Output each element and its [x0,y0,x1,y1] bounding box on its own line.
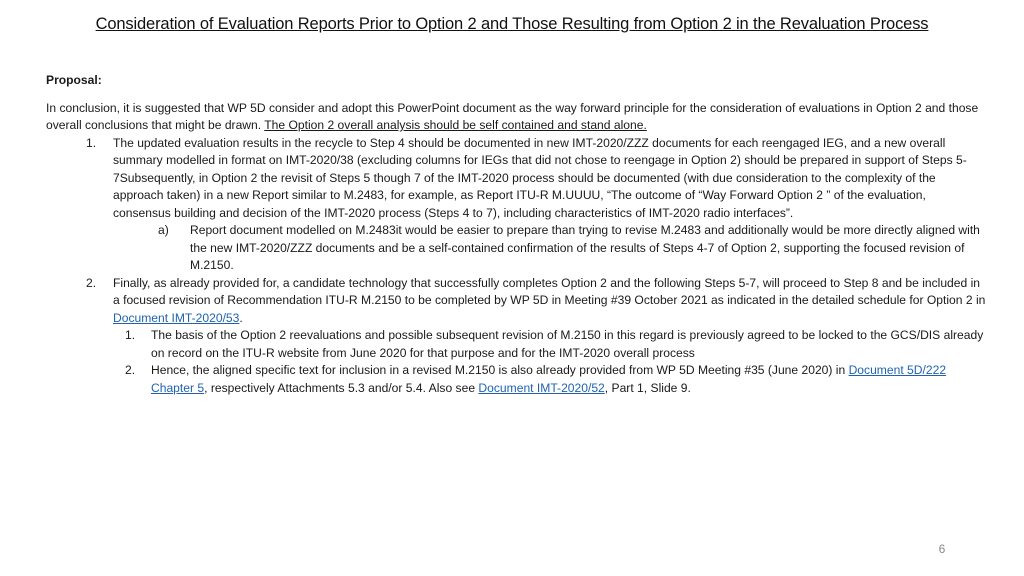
sub-list-marker: 2. [125,363,136,377]
list-item-text-part: Finally, as already provided for, a candidate technology that successfully completes Option 2 and the following Steps 5-7, will proceed to Step 8 and be included in a focused revision of Recommendation ITU-R M.2150 to be completed by WP 5D in Meeting #39 October 2021 as indicated in the detailed schedule for Option 2 in [113,275,986,307]
page-number: 6 [938,542,946,556]
sub-item-a [158,222,986,275]
proposal-label: Proposal: [46,73,102,87]
sub-item-text [151,362,986,397]
document-imt-2020-52-link[interactable]: Document IMT-2020/52 [478,380,605,395]
list-marker: 1. [86,135,97,150]
sub-item-text-end: , Part 1, Slide 9. [604,380,691,395]
list-item-text-end: . [239,310,243,325]
document-imt-2020-53-link[interactable]: Document IMT-2020/53 [113,310,240,325]
sub-item-text: The basis of the Option 2 reevaluations and possible subsequent revision of M.2150 in this regard is previously agreed to be locked to the GCS/DIS already on record on the ITU-R website from June 2020 for that purpose and for the IMT-2020 overall process [151,328,984,360]
document-5d-222-link[interactable]: Document 5D/222 Chapter 5 [151,363,947,395]
list-marker: 2. [86,275,97,290]
list-item-text [113,275,986,328]
slide-content [46,72,986,397]
sub-item-2 [125,362,986,397]
intro-underlined-text: The Option 2 overall analysis should be self contained and stand alone. [264,118,647,132]
sub-item-text-mid: , respectively Attachments 5.3 and/or 5.4. Also see [204,380,479,395]
sub-list-marker: a) [158,223,169,237]
list-item-1 [86,135,986,223]
sub-list-marker: 1. [125,328,136,342]
sub-item-text-part: Hence, the aligned specific text for inclusion in a revised M.2150 is also already provided from WP 5D Meeting #35 (June 2020) in [151,363,849,377]
list-item-text: The updated evaluation results in the recycle to Step 4 should be documented in new IMT-2020/ZZZ documents for each reengaged IEG, and a new overall summary modelled in format on IMT-2020/38 (excluding columns for IEGs that did not chose to reengage in Option 2) should be prepared in support of Steps 5-7Subsequently, in Option 2 the revisit of Steps 5 though 7 of the IMT-2020 process should be documented (with due consideration to the complexity of the approach taken) in a new Report similar to M.2483, for example, as Report ITU-R M.UUUU, “The outcome of “Way Forward Option 2 ” of the evaluation, consensus building and decision of the IMT-2020 process (Steps 4 to 7), including characteristics of IMT-2020 radio interfaces”. [113,135,967,220]
intro-paragraph [46,100,986,135]
slide-title: Consideration of Evaluation Reports Prior to Option 2 and Those Resulting from Option 2 in the Revaluation Process [95,15,929,33]
intro-text: In conclusion, it is suggested that WP 5D consider and adopt this PowerPoint document as the way forward principle for the consideration of evaluations in Option 2 and those overall conclusions that might be drawn. [46,100,979,132]
sub-item-text: Report document modelled on M.2483it would be easier to prepare than trying to revise M.2483 and additionally would be more directly aligned with the new IMT-2020/ZZZ documents and be a self-contained confirmation of the results of Steps 4-7 of Option 2, supporting the focused revision of M.2150. [190,223,980,272]
list-item-2 [86,275,986,328]
sub-item-1 [125,327,986,362]
